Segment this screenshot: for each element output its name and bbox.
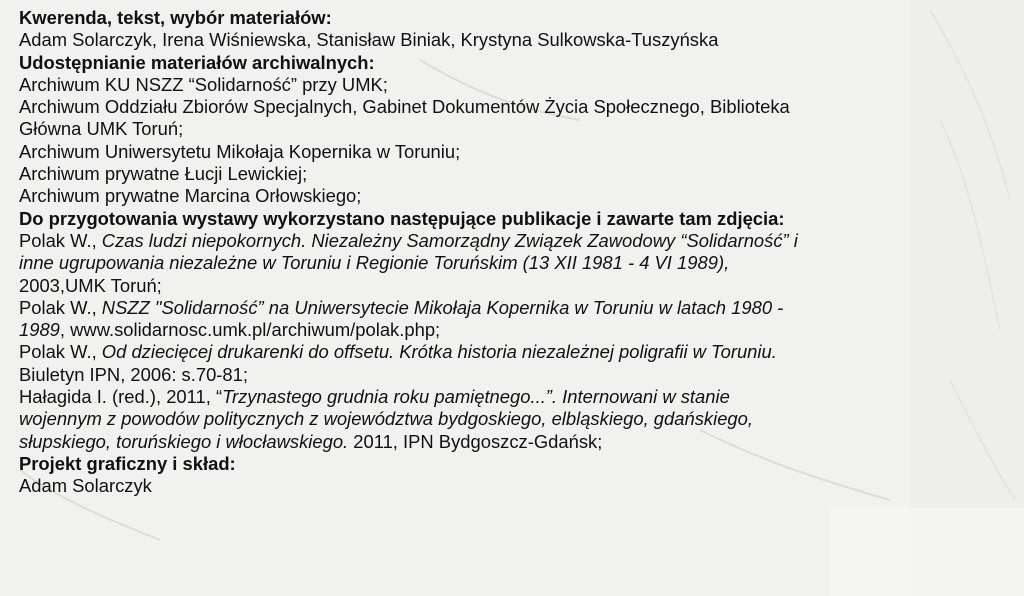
publication-title: Od dziecięcej drukarenki do offsetu. Krótka historia niezależnej poligrafii w Toruniu. bbox=[101, 341, 777, 363]
research-authors: Adam Solarczyk, Irena Wiśniewska, Stanisław Biniak, Krystyna Sulkowska-Tuszyńska bbox=[19, 29, 719, 51]
publication-author: Polak W., bbox=[19, 229, 102, 251]
publication-link: , www.solidarnosc.umk.pl/archiwum/polak.php; bbox=[59, 319, 441, 341]
publications-heading: Do przygotowania wystawy wykorzystano następujące publikacje i zawarte tam zdjęcia: bbox=[19, 207, 785, 229]
archive-item: Archiwum Oddziału Zbiorów Specjalnych, Gabinet Dokumentów Życia Społecznego, Biblioteka bbox=[19, 96, 790, 118]
publication-title: NSZZ "Solidarność” na Uniwersytecie Mikołaja Kopernika w Toruniu w latach 1980 - bbox=[101, 296, 784, 318]
archive-item: Archiwum Uniwersytetu Mikołaja Kopernika w Toruniu; bbox=[19, 140, 461, 162]
publication-publisher: 2011, IPN Bydgoszcz-Gdańsk; bbox=[348, 430, 603, 452]
publication-title: słupskiego, toruńskiego i włocławskiego. bbox=[19, 430, 349, 452]
publication-1-line-2 bbox=[19, 252, 1018, 274]
publication-author: Hałagida I. (red.), 2011, “ bbox=[19, 386, 223, 408]
publication-title: inne ugrupowania niezależne w Toruniu i Regionie Toruńskim (13 XII 1981 - 4 VI 1989), bbox=[19, 252, 730, 274]
publication-4-line-1 bbox=[19, 386, 1018, 408]
archives-heading: Udostępnianie materiałów archiwalnych: bbox=[19, 51, 375, 73]
publication-4-line-3 bbox=[19, 431, 1018, 453]
publication-title: 1989 bbox=[19, 319, 60, 341]
publication-2-line-1 bbox=[19, 297, 1018, 319]
publication-title: wojennym z powodów politycznych z województwa bydgoskiego, elbląskiego, gdańskiego, bbox=[19, 408, 753, 430]
archive-item: Archiwum prywatne Łucji Lewickiej; bbox=[19, 163, 308, 185]
archive-item: Archiwum KU NSZZ “Solidarność” przy UMK; bbox=[19, 73, 388, 95]
publication-4-line-2 bbox=[19, 408, 1018, 430]
design-author: Adam Solarczyk bbox=[19, 475, 152, 497]
publication-author: Polak W., bbox=[19, 296, 102, 318]
publication-author: Polak W., bbox=[19, 341, 102, 363]
publication-title: Czas ludzi niepokornych. Niezależny Samorządny Związek Zawodowy “Solidarność” i bbox=[101, 229, 798, 251]
publication-title: Trzynastego grudnia roku pamiętnego...”. Internowani w stanie bbox=[222, 386, 730, 408]
publication-3-line-1 bbox=[19, 341, 1018, 363]
publication-1-line-3: 2003,UMK Toruń; bbox=[19, 274, 162, 296]
research-heading: Kwerenda, tekst, wybór materiałów: bbox=[19, 7, 332, 28]
design-heading: Projekt graficzny i skład: bbox=[19, 452, 236, 474]
credits-panel bbox=[19, 7, 1018, 498]
archive-item: Główna UMK Toruń; bbox=[19, 118, 184, 140]
publication-1-line-1 bbox=[19, 230, 1018, 252]
publication-2-line-2 bbox=[19, 319, 1018, 341]
archive-item: Archiwum prywatne Marcina Orłowskiego; bbox=[19, 185, 362, 207]
publication-3-line-2: Biuletyn IPN, 2006: s.70-81; bbox=[19, 363, 248, 385]
